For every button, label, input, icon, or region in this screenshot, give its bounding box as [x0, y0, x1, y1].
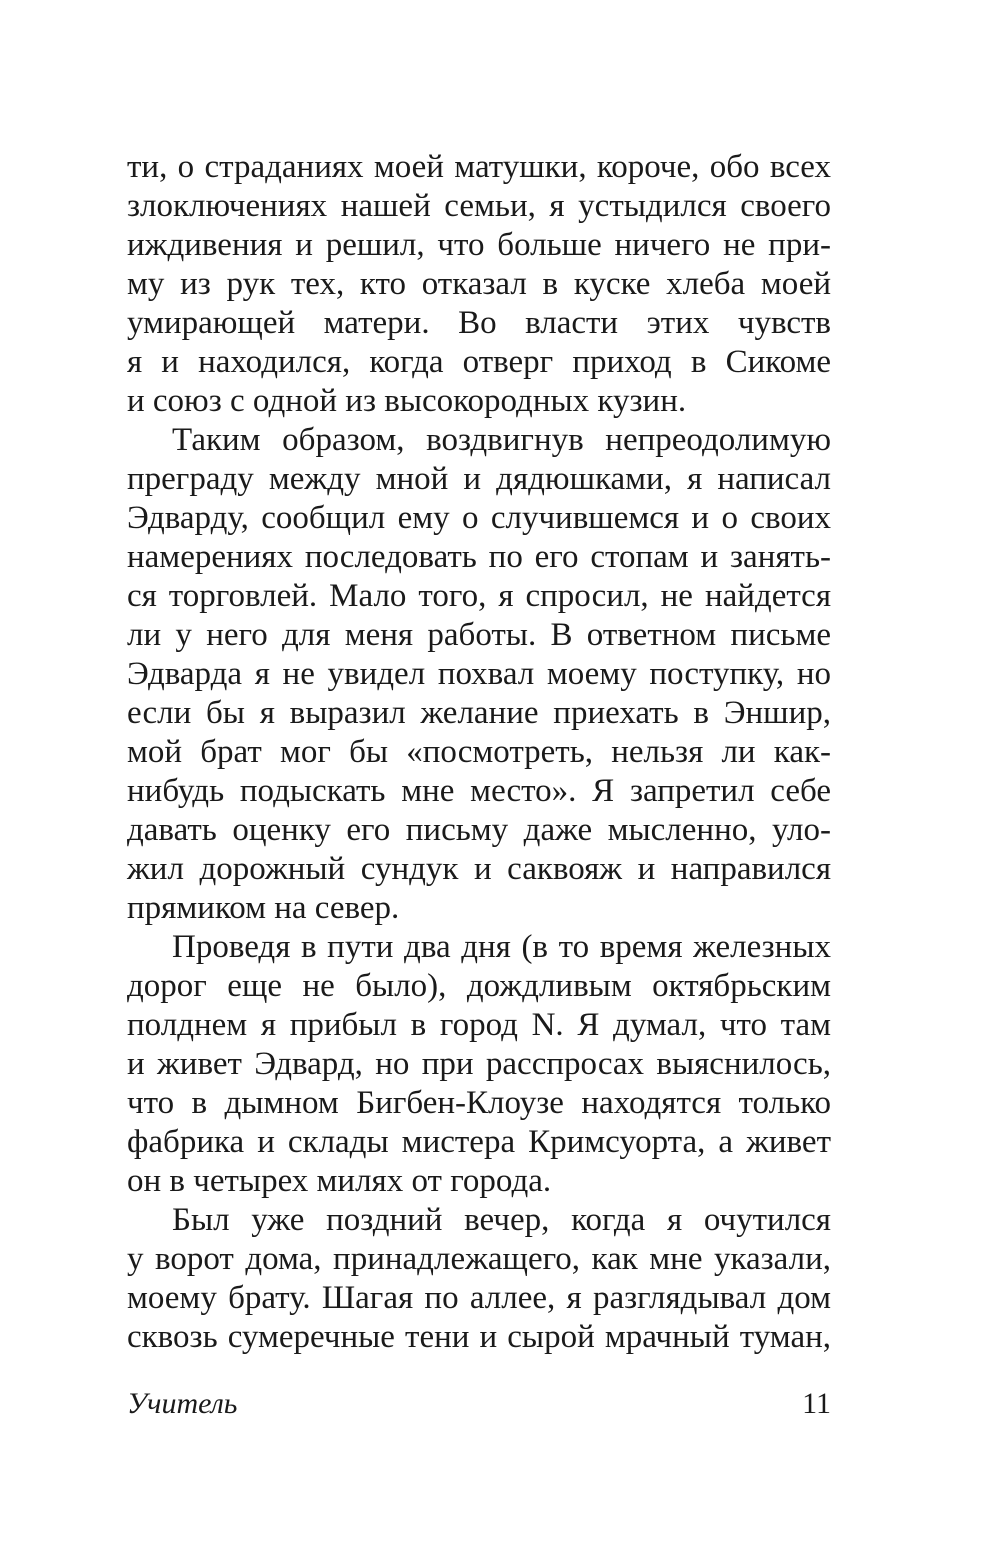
text-line: мой брат мог бы «посмотреть, нельзя ли как- [127, 734, 831, 770]
text-line: злоключениях нашей семьи, я устыдился своего [127, 188, 831, 224]
text-line: намерениях последовать по его стопам и занять- [127, 539, 831, 575]
text-line: и живет Эдвард, но при расспросах выяснилось, [127, 1046, 831, 1082]
text-line: сквозь сумеречные тени и сырой мрачный туман, [127, 1319, 831, 1355]
text-line: Эдварду, сообщил ему о случившемся и о своих [127, 500, 831, 536]
page-footer [127, 1384, 831, 1424]
text-line: жил дорожный сундук и саквояж и направился [127, 851, 831, 887]
paragraph [127, 928, 831, 1201]
text-line: давать оценку его письму даже мысленно, уло- [127, 812, 831, 848]
text-line: нибудь подыскать мне место». Я запретил себе [127, 773, 831, 809]
text-line: что в дымном Бигбен-Клоузе находятся только [127, 1085, 831, 1121]
paragraph [127, 1201, 831, 1357]
text-line: полднем я прибыл в город N. Я думал, что там [127, 1007, 831, 1043]
text-line: фабрика и склады мистера Кримсуорта, а живет [127, 1124, 831, 1160]
text-line: ти, о страданиях моей матушки, короче, обо всех [127, 149, 831, 185]
text-line: и союз с одной из высокородных кузин. [127, 383, 687, 419]
page-number: 11 [802, 1387, 831, 1420]
text-line: му из рук тех, кто отказал в куске хлеба моей [127, 266, 831, 302]
text-line: дорог еще не было), дождливым октябрьским [127, 968, 831, 1004]
text-line: моему брату. Шагая по аллее, я разглядывал дом [127, 1280, 831, 1316]
body-text [127, 148, 831, 1357]
paragraph [127, 421, 831, 928]
text-line: умирающей матери. Во власти этих чувств [127, 305, 831, 341]
text-line: Был уже поздний вечер, когда я очутился [172, 1202, 831, 1238]
paragraph [127, 148, 831, 421]
text-line: ли у него для меня работы. В ответном письме [127, 617, 831, 653]
text-line: ся торговлей. Мало того, я спросил, не найдется [127, 578, 831, 614]
text-line: Проведя в пути два дня (в то время железных [172, 929, 831, 965]
text-line: преграду между мной и дядюшками, я написал [127, 461, 831, 497]
text-line: прямиком на север. [127, 890, 400, 926]
text-line: он в четырех милях от города. [127, 1163, 552, 1199]
text-line: Эдварда я не увидел похвал моему поступку, но [127, 656, 831, 692]
text-line: я и находился, когда отверг приход в Сикоме [127, 344, 831, 380]
text-line: если бы я выразил желание приехать в Эншир, [127, 695, 831, 731]
text-line: у ворот дома, принадлежащего, как мне указали, [127, 1241, 831, 1277]
text-line: Таким образом, воздвигнув непреодолимую [172, 422, 831, 458]
running-title: Учитель [127, 1387, 238, 1420]
text-line: иждивения и решил, что больше ничего не при- [127, 227, 831, 263]
